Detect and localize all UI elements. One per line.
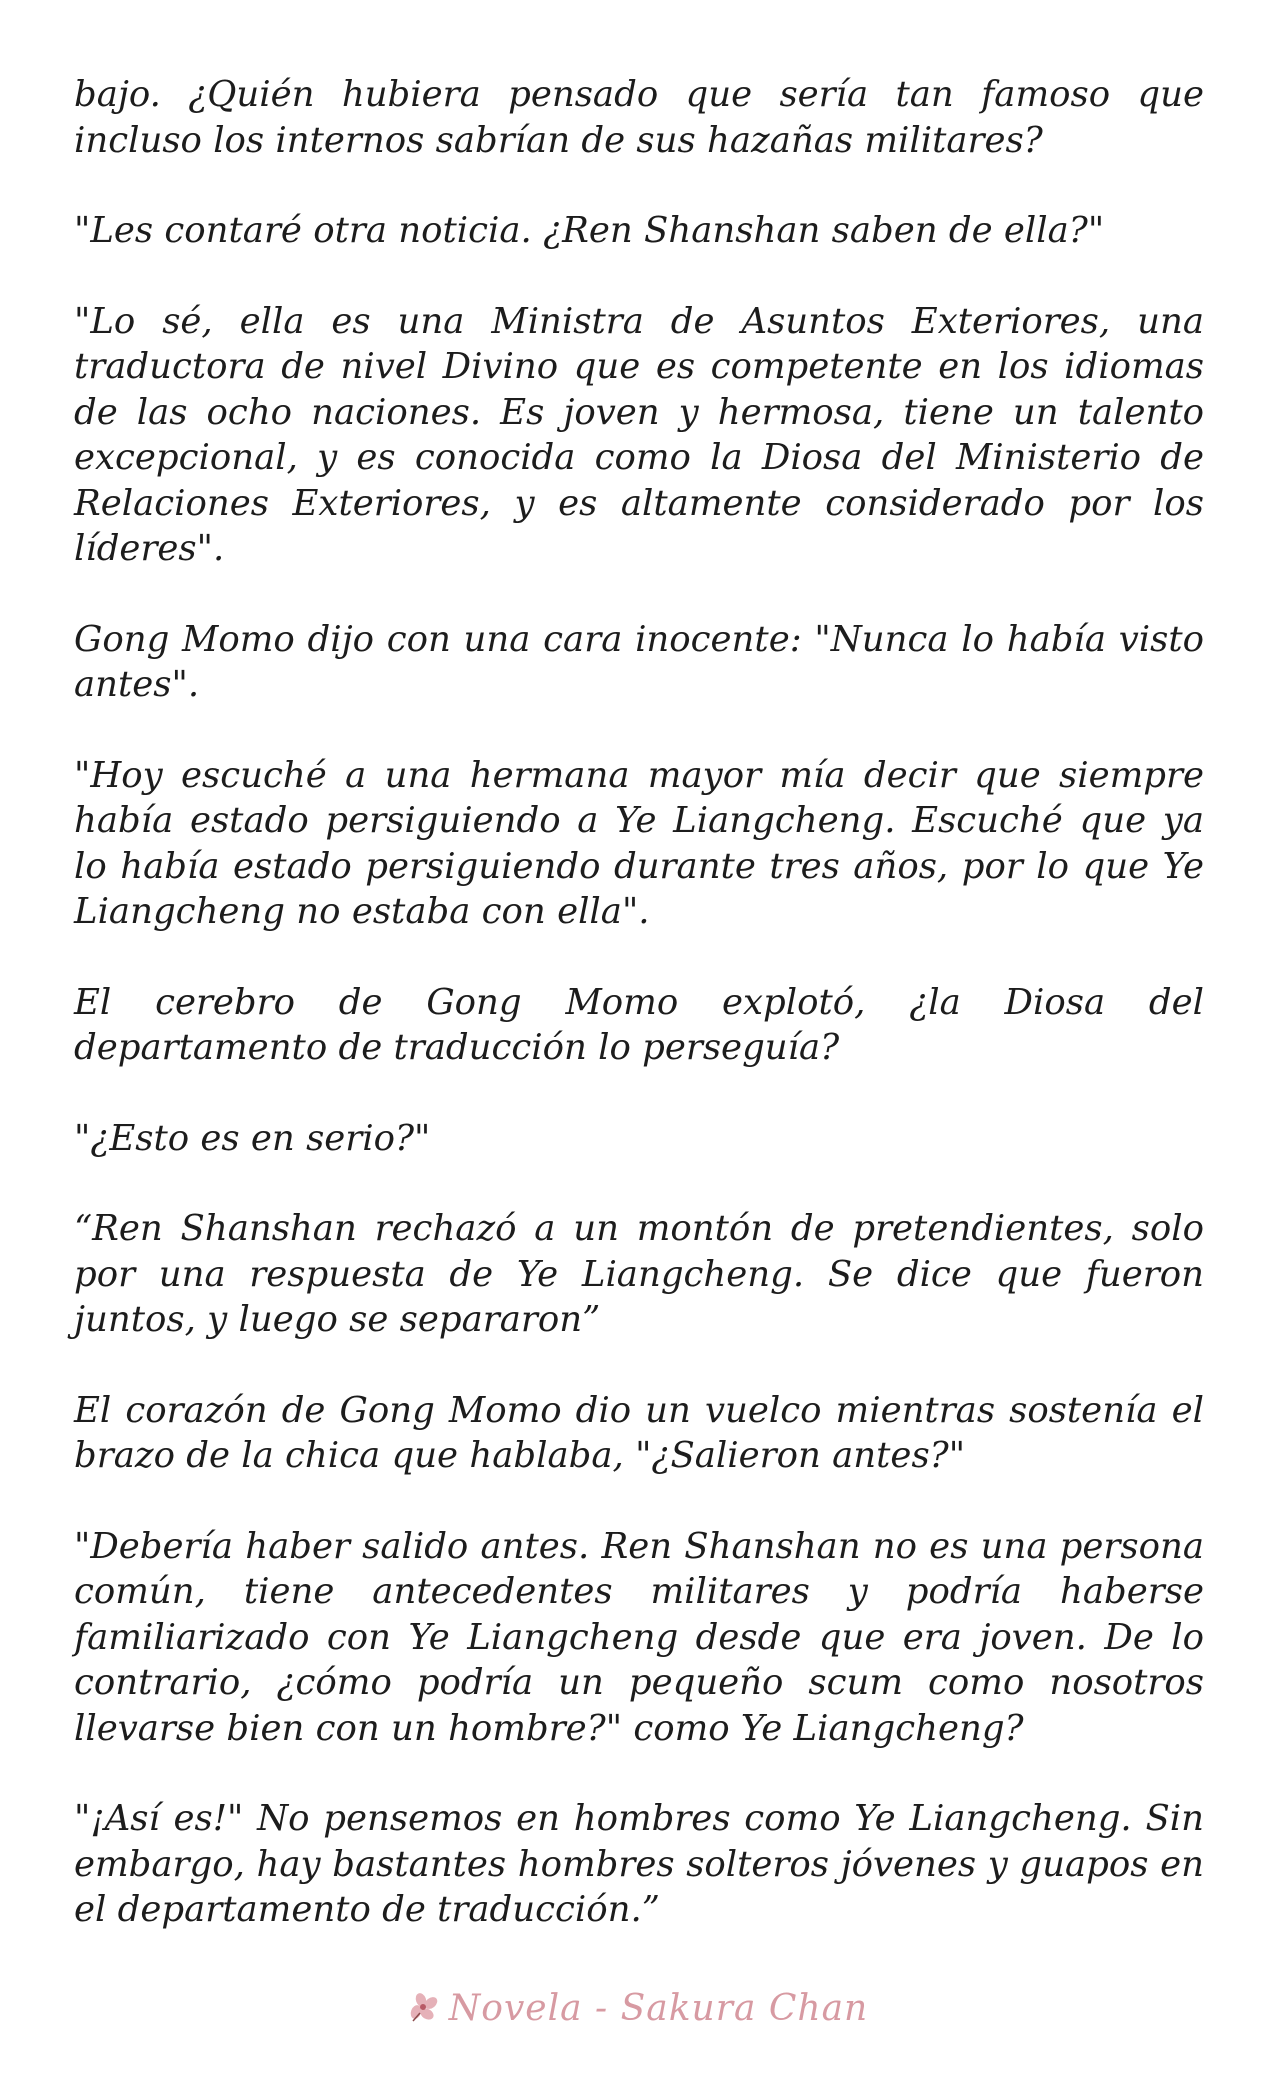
paragraph-5: "Hoy escuché a una hermana mayor mía decir que siempre había estado persiguiendo a Ye Liangcheng. Escuché que ya lo había estado persiguiendo durante tres años, por lo que Ye Liangcheng no estaba con ella". bbox=[74, 754, 1204, 932]
paragraph-2: "Les contaré otra noticia. ¿Ren Shanshan saben de ella?" bbox=[74, 210, 1105, 251]
watermark-text: Novela - Sakura Chan bbox=[448, 1988, 869, 2029]
paragraph-10: "Debería haber salido antes. Ren Shanshan no es una persona común, tiene antecedentes militares y podría haberse familiarizado con Ye Liangcheng desde que era joven. De lo contrario, ¿cómo podría un pequeño scum como nosotros llevarse bien con un hombre?" como Ye Liangcheng? bbox=[74, 1525, 1204, 1749]
watermark bbox=[0, 1988, 1275, 2029]
paragraph-8: “Ren Shanshan rechazó a un montón de pretendientes, solo por una respuesta de Ye Liangcheng. Se dice que fueron juntos, y luego se separaron” bbox=[74, 1208, 1204, 1340]
paragraph-1: bajo. ¿Quién hubiera pensado que sería tan famoso que incluso los internos sabrían de sus hazañas militares? bbox=[74, 74, 1204, 161]
paragraph-6: El cerebro de Gong Momo explotó, ¿la Diosa del departamento de traducción lo perseguía? bbox=[74, 981, 1204, 1068]
paragraph-4: Gong Momo dijo con una cara inocente: "Nunca lo había visto antes". bbox=[74, 618, 1204, 705]
paragraph-3: "Lo sé, ella es una Ministra de Asuntos Exteriores, una traductora de nivel Divino que es competente en los idiomas de las ocho naciones. Es joven y hermosa, tiene un talento excepcional, y es conocida como la Diosa del Ministerio de Relaciones Exteriores, y es altamente considerado por los líderes". bbox=[74, 300, 1204, 569]
paragraph-9: El corazón de Gong Momo dio un vuelco mientras sostenía el brazo de la chica que hablaba, "¿Salieron antes?" bbox=[74, 1389, 1204, 1476]
paragraph-11: "¡Así es!" No pensemos en hombres como Ye Liangcheng. Sin embargo, hay bastantes hombres solteros jóvenes y guapos en el departamento de traducción.” bbox=[74, 1798, 1204, 1930]
paragraph-7: "¿Esto es en serio?" bbox=[74, 1117, 431, 1159]
sakura-flower-icon bbox=[407, 1991, 443, 2027]
document-body bbox=[74, 72, 1204, 1978]
